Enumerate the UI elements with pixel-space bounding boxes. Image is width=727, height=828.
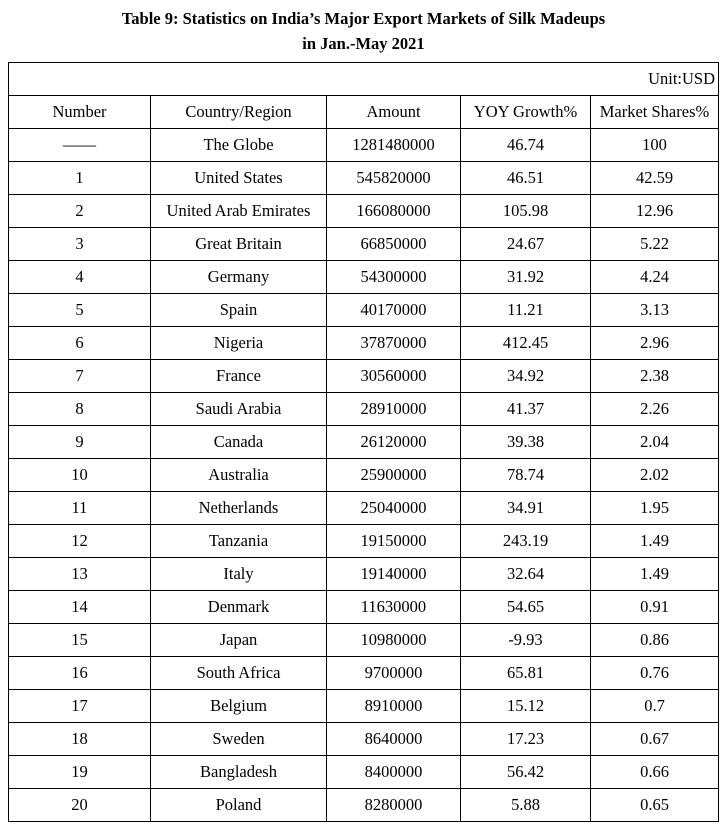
cell-yoy-growth: 24.67 — [461, 228, 591, 261]
cell-country-region: Germany — [151, 261, 327, 294]
cell-market-share: 4.24 — [591, 261, 719, 294]
table-row — [9, 789, 719, 822]
cell-yoy-growth: 11.21 — [461, 294, 591, 327]
table-row — [9, 558, 719, 591]
cell-market-share: 2.38 — [591, 360, 719, 393]
cell-number: 1 — [9, 162, 151, 195]
cell-number: 14 — [9, 591, 151, 624]
table-title — [0, 6, 727, 56]
cell-yoy-growth: 32.64 — [461, 558, 591, 591]
cell-number: 4 — [9, 261, 151, 294]
cell-amount: 8280000 — [327, 789, 461, 822]
cell-number: 17 — [9, 690, 151, 723]
cell-market-share: 2.04 — [591, 426, 719, 459]
table-row — [9, 327, 719, 360]
cell-amount: 30560000 — [327, 360, 461, 393]
header-market-shares: Market Shares% — [591, 96, 719, 129]
cell-yoy-growth: 78.74 — [461, 459, 591, 492]
cell-market-share: 0.91 — [591, 591, 719, 624]
cell-number: 15 — [9, 624, 151, 657]
header-row — [9, 96, 719, 129]
unit-row — [9, 63, 719, 96]
cell-yoy-growth: 105.98 — [461, 195, 591, 228]
cell-market-share: 12.96 — [591, 195, 719, 228]
cell-market-share: 3.13 — [591, 294, 719, 327]
cell-amount: 8400000 — [327, 756, 461, 789]
cell-market-share: 1.49 — [591, 558, 719, 591]
cell-country-region: Sweden — [151, 723, 327, 756]
table-row — [9, 129, 719, 162]
cell-amount: 25040000 — [327, 492, 461, 525]
cell-market-share: 0.67 — [591, 723, 719, 756]
table-row — [9, 162, 719, 195]
cell-number: 16 — [9, 657, 151, 690]
cell-yoy-growth: 412.45 — [461, 327, 591, 360]
cell-country-region: South Africa — [151, 657, 327, 690]
export-markets-table — [8, 62, 719, 822]
cell-yoy-growth: 243.19 — [461, 525, 591, 558]
cell-yoy-growth: 46.51 — [461, 162, 591, 195]
table-row — [9, 657, 719, 690]
cell-country-region: Canada — [151, 426, 327, 459]
cell-amount: 1281480000 — [327, 129, 461, 162]
cell-amount: 37870000 — [327, 327, 461, 360]
cell-amount: 545820000 — [327, 162, 461, 195]
header-number: Number — [9, 96, 151, 129]
cell-country-region: Belgium — [151, 690, 327, 723]
header-country-region: Country/Region — [151, 96, 327, 129]
cell-country-region: Japan — [151, 624, 327, 657]
cell-market-share: 2.26 — [591, 393, 719, 426]
cell-number: 3 — [9, 228, 151, 261]
cell-country-region: Saudi Arabia — [151, 393, 327, 426]
table-row — [9, 228, 719, 261]
table-row — [9, 591, 719, 624]
table-row — [9, 525, 719, 558]
cell-market-share: 2.96 — [591, 327, 719, 360]
cell-amount: 54300000 — [327, 261, 461, 294]
table-row — [9, 756, 719, 789]
cell-number: 18 — [9, 723, 151, 756]
cell-country-region: Nigeria — [151, 327, 327, 360]
cell-country-region: United Arab Emirates — [151, 195, 327, 228]
cell-market-share: 0.86 — [591, 624, 719, 657]
cell-amount: 8910000 — [327, 690, 461, 723]
cell-number: 8 — [9, 393, 151, 426]
cell-number: 2 — [9, 195, 151, 228]
table-row — [9, 624, 719, 657]
cell-number: 13 — [9, 558, 151, 591]
cell-amount: 19140000 — [327, 558, 461, 591]
cell-country-region: Netherlands — [151, 492, 327, 525]
cell-country-region: Poland — [151, 789, 327, 822]
cell-market-share: 1.95 — [591, 492, 719, 525]
cell-country-region: France — [151, 360, 327, 393]
cell-market-share: 0.76 — [591, 657, 719, 690]
cell-number: 7 — [9, 360, 151, 393]
cell-market-share: 5.22 — [591, 228, 719, 261]
cell-amount: 166080000 — [327, 195, 461, 228]
cell-yoy-growth: 65.81 — [461, 657, 591, 690]
cell-country-region: Spain — [151, 294, 327, 327]
cell-number: 6 — [9, 327, 151, 360]
cell-yoy-growth: 54.65 — [461, 591, 591, 624]
cell-market-share: 0.65 — [591, 789, 719, 822]
table-row — [9, 261, 719, 294]
cell-amount: 19150000 — [327, 525, 461, 558]
cell-number: 9 — [9, 426, 151, 459]
cell-yoy-growth: -9.93 — [461, 624, 591, 657]
table-row — [9, 492, 719, 525]
cell-country-region: Bangladesh — [151, 756, 327, 789]
header-yoy-growth: YOY Growth% — [461, 96, 591, 129]
table-title-line-1: Table 9: Statistics on India’s Major Export Markets of Silk Madeups — [121, 9, 606, 28]
cell-yoy-growth: 56.42 — [461, 756, 591, 789]
cell-number: 10 — [9, 459, 151, 492]
table-row — [9, 294, 719, 327]
cell-country-region: The Globe — [151, 129, 327, 162]
cell-amount: 40170000 — [327, 294, 461, 327]
cell-country-region: Great Britain — [151, 228, 327, 261]
cell-amount: 66850000 — [327, 228, 461, 261]
cell-amount: 8640000 — [327, 723, 461, 756]
cell-yoy-growth: 34.91 — [461, 492, 591, 525]
cell-market-share: 42.59 — [591, 162, 719, 195]
cell-amount: 26120000 — [327, 426, 461, 459]
cell-number: 12 — [9, 525, 151, 558]
cell-amount: 25900000 — [327, 459, 461, 492]
header-amount: Amount — [327, 96, 461, 129]
cell-number: 5 — [9, 294, 151, 327]
cell-yoy-growth: 39.38 — [461, 426, 591, 459]
cell-yoy-growth: 34.92 — [461, 360, 591, 393]
table-row — [9, 426, 719, 459]
cell-yoy-growth: 15.12 — [461, 690, 591, 723]
cell-amount: 11630000 — [327, 591, 461, 624]
cell-number: —— — [9, 129, 151, 162]
cell-country-region: Australia — [151, 459, 327, 492]
cell-market-share: 0.66 — [591, 756, 719, 789]
cell-yoy-growth: 41.37 — [461, 393, 591, 426]
cell-amount: 9700000 — [327, 657, 461, 690]
cell-country-region: Tanzania — [151, 525, 327, 558]
cell-number: 20 — [9, 789, 151, 822]
cell-country-region: Italy — [151, 558, 327, 591]
cell-market-share: 0.7 — [591, 690, 719, 723]
cell-yoy-growth: 46.74 — [461, 129, 591, 162]
table-row — [9, 690, 719, 723]
table-row — [9, 393, 719, 426]
cell-market-share: 100 — [591, 129, 719, 162]
cell-amount: 28910000 — [327, 393, 461, 426]
cell-market-share: 2.02 — [591, 459, 719, 492]
table-title-line-2: in Jan.-May 2021 — [302, 34, 425, 53]
cell-country-region: Denmark — [151, 591, 327, 624]
cell-yoy-growth: 31.92 — [461, 261, 591, 294]
table-row — [9, 459, 719, 492]
cell-country-region: United States — [151, 162, 327, 195]
cell-number: 11 — [9, 492, 151, 525]
unit-label: Unit:USD — [9, 63, 719, 96]
cell-market-share: 1.49 — [591, 525, 719, 558]
table-row — [9, 723, 719, 756]
cell-yoy-growth: 5.88 — [461, 789, 591, 822]
cell-yoy-growth: 17.23 — [461, 723, 591, 756]
cell-amount: 10980000 — [327, 624, 461, 657]
table-row — [9, 360, 719, 393]
cell-number: 19 — [9, 756, 151, 789]
table-row — [9, 195, 719, 228]
